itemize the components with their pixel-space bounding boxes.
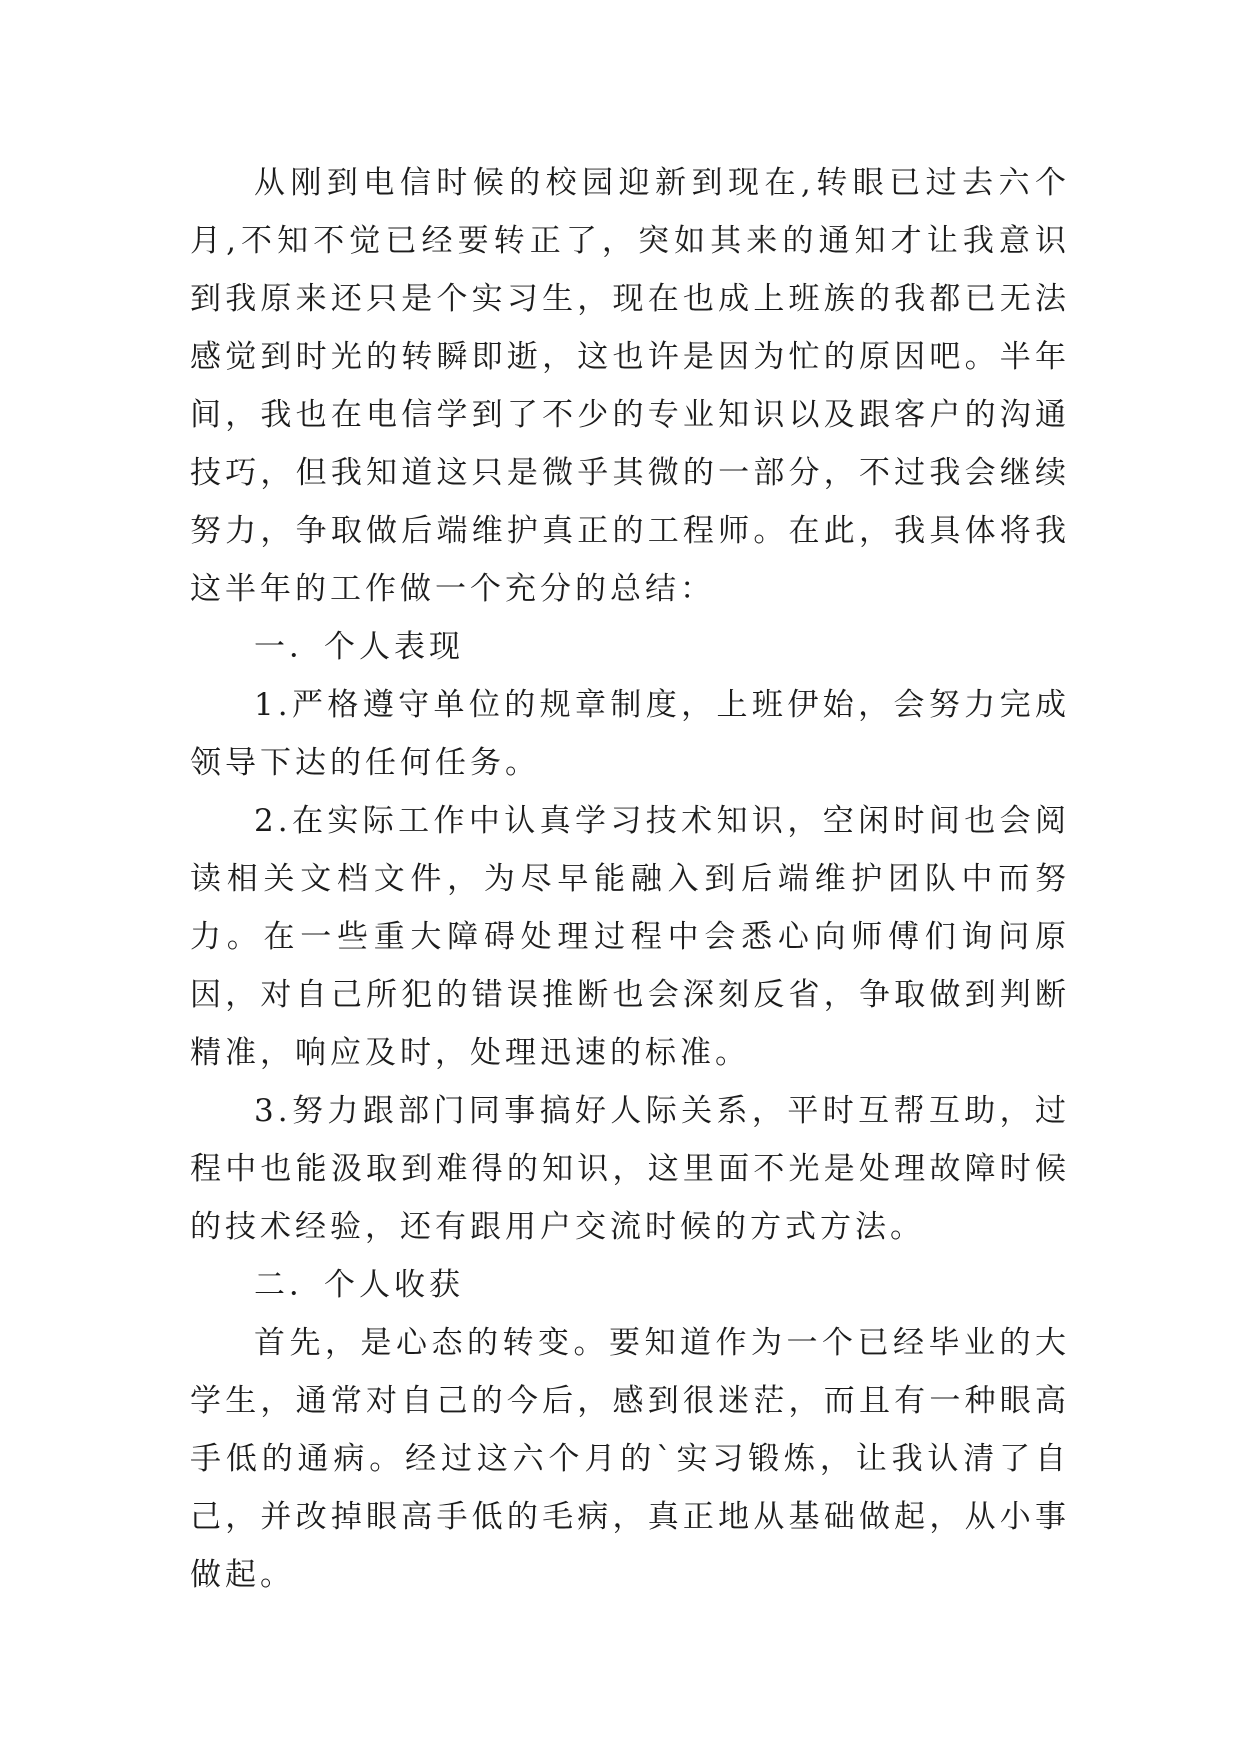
gains-paragraph: 首先，是心态的转变。要知道作为一个已经毕业的大学生，通常对自己的今后，感到很迷茫，而且有一种眼高手低的通病。经过这六个月的`实习锻炼，让我认清了自己，并改掉眼高手低的毛病，真正地从基础做起，从小事做起。 bbox=[190, 1325, 1070, 1593]
intro-paragraph: 从刚到电信时候的校园迎新到现在,转眼已过去六个月,不知不觉已经要转正了，突如其来的通知才让我意识到我原来还只是个实习生，现在也成上班族的我都已无法感觉到时光的转瞬即逝，这也许是因为忙的原因吧。半年间，我也在电信学到了不少的专业知识以及跟客户的沟通技巧，但我知道这只是微乎其微的一部分，不过我会继续努力，争取做后端维护真正的工程师。在此，我具体将我这半年的工作做一个充分的总结： bbox=[190, 165, 1070, 607]
list-item-3: 3.努力跟部门同事搞好人际关系，平时互帮互助，过程中也能汲取到难得的知识，这里面不光是处理故障时候的技术经验，还有跟用户交流时候的方式方法。 bbox=[190, 1093, 1070, 1245]
document-body bbox=[190, 154, 1070, 1604]
section-heading-personal-performance: 一．个人表现 bbox=[254, 629, 464, 665]
list-item-1: 1.严格遵守单位的规章制度，上班伊始，会努力完成领导下达的任何任务。 bbox=[190, 687, 1070, 781]
section-heading-personal-gains: 二．个人收获 bbox=[254, 1267, 464, 1303]
list-item-2: 2.在实际工作中认真学习技术知识，空闲时间也会阅读相关文档文件，为尽早能融入到后端维护团队中而努力。在一些重大障碍处理过程中会悉心向师傅们询问原因，对自己所犯的错误推断也会深刻反省，争取做到判断精准，响应及时，处理迅速的标准。 bbox=[190, 803, 1070, 1071]
